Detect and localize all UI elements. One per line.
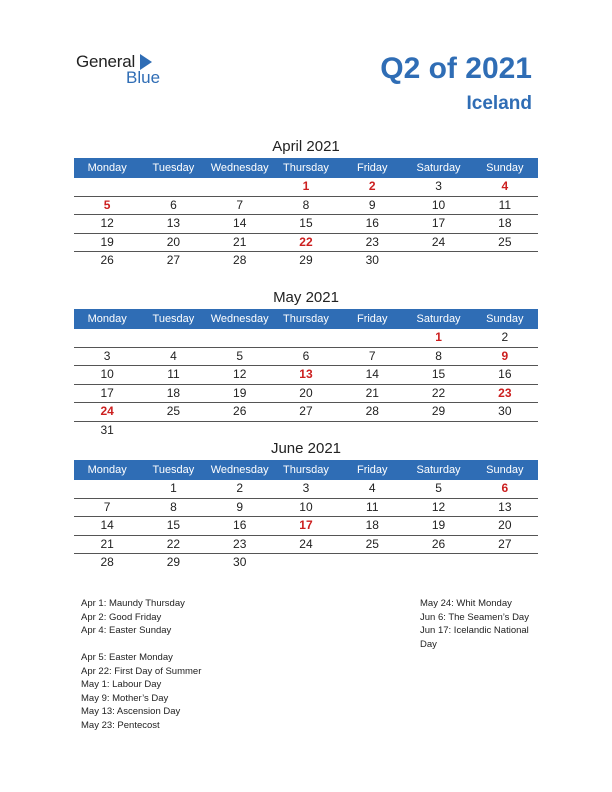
day-cell: 20 <box>299 385 313 400</box>
day-cell: 15 <box>166 518 181 532</box>
weekday-label: Tuesday <box>152 162 195 174</box>
empty-day-cell <box>140 329 206 347</box>
holiday-day-cell: 6 <box>501 481 509 495</box>
empty-day-cell <box>472 554 538 572</box>
holiday-list-item: Apr 4: Easter Sunday <box>81 625 172 636</box>
logo-general-text: General <box>76 52 136 71</box>
holiday-list-item: Apr 5: Easter Monday <box>81 652 173 663</box>
day-cell: 10 <box>299 499 313 514</box>
day-cell: 17 <box>431 216 446 230</box>
week-row <box>74 234 538 253</box>
weekday-label: Thursday <box>283 162 329 174</box>
day-cell: 14 <box>100 518 114 532</box>
day-cell: 19 <box>431 518 446 532</box>
holiday-day-cell: 1 <box>435 330 442 344</box>
day-cell: 24 <box>431 234 446 249</box>
holiday-list-item: Jun 6: The Seamen’s Day <box>420 611 529 623</box>
week-row <box>74 252 538 270</box>
empty-day-cell <box>339 554 405 572</box>
weekday-label: Tuesday <box>152 313 195 325</box>
day-cell: 29 <box>299 253 313 267</box>
day-cell: 11 <box>167 367 180 381</box>
weekday-label: Wednesday <box>210 313 269 325</box>
day-cell: 4 <box>170 348 177 363</box>
weekday-label: Saturday <box>416 162 461 174</box>
day-cell: 12 <box>100 216 114 230</box>
holiday-list-item: May 13: Ascension Day <box>81 706 181 717</box>
week-row <box>74 329 538 348</box>
weekday-header <box>74 158 538 178</box>
holiday-list-spacer <box>81 638 201 652</box>
week-row <box>74 499 538 518</box>
holiday-day-cell: 5 <box>103 197 111 212</box>
weekday-label: Saturday <box>416 313 461 325</box>
day-cell: 11 <box>366 499 379 514</box>
empty-day-cell <box>273 422 339 440</box>
holiday-list-item: Apr 22: First Day of Summer <box>81 665 202 677</box>
holiday-day-cell: 9 <box>501 348 509 363</box>
day-cell: 25 <box>498 234 512 249</box>
holiday-day-cell: 22 <box>299 234 313 249</box>
day-cell: 23 <box>365 234 379 249</box>
weekday-label: Wednesday <box>210 464 269 476</box>
month-calendar-may <box>74 287 538 439</box>
day-cell: 10 <box>431 197 446 212</box>
empty-day-cell <box>140 178 206 196</box>
empty-day-cell <box>405 422 471 440</box>
day-cell: 25 <box>365 536 379 551</box>
weekday-header <box>74 460 538 480</box>
day-cell: 15 <box>299 216 313 230</box>
empty-day-cell <box>472 252 538 270</box>
holiday-list-item: May 23: Pentecost <box>81 719 160 731</box>
empty-day-cell <box>405 252 471 270</box>
day-cell: 16 <box>498 367 512 381</box>
day-cell: 7 <box>103 499 111 514</box>
weekday-label: Monday <box>87 464 127 476</box>
weekday-header <box>74 309 538 329</box>
empty-day-cell <box>273 554 339 572</box>
day-cell: 19 <box>100 234 114 249</box>
day-cell: 21 <box>100 536 114 551</box>
day-cell: 20 <box>166 234 181 249</box>
holiday-list-right <box>420 597 529 651</box>
week-row <box>74 366 538 385</box>
week-row <box>74 422 538 440</box>
day-cell: 15 <box>431 367 446 381</box>
day-cell: 4 <box>368 481 376 495</box>
day-cell: 26 <box>100 253 114 267</box>
day-cell: 8 <box>435 348 442 363</box>
empty-day-cell <box>207 422 273 440</box>
day-cell: 11 <box>498 197 512 212</box>
holiday-list-item: Jun 17: Icelandic National <box>420 625 529 636</box>
empty-day-cell <box>140 422 206 440</box>
day-cell: 30 <box>365 253 379 267</box>
day-cell: 29 <box>431 404 446 418</box>
week-row <box>74 536 538 555</box>
day-cell: 12 <box>233 367 247 381</box>
weekday-label: Tuesday <box>152 464 195 476</box>
day-cell: 5 <box>236 348 244 363</box>
empty-day-cell <box>472 422 538 440</box>
day-cell: 9 <box>236 499 244 514</box>
day-cell: 26 <box>233 404 247 418</box>
day-cell: 29 <box>166 555 181 569</box>
day-cell: 14 <box>233 216 247 230</box>
day-cell: 17 <box>100 385 114 400</box>
weekday-label: Friday <box>356 162 388 174</box>
month-title: June 2021 <box>270 440 342 457</box>
empty-day-cell <box>207 178 273 196</box>
holiday-day-cell: 2 <box>368 179 376 193</box>
day-cell: 13 <box>166 216 181 230</box>
day-cell: 6 <box>302 348 310 363</box>
day-cell: 19 <box>233 385 247 400</box>
week-row <box>74 517 538 536</box>
day-cell: 18 <box>365 518 379 532</box>
day-cell: 26 <box>431 536 446 551</box>
empty-day-cell <box>74 480 140 498</box>
day-cell: 27 <box>166 253 181 267</box>
day-cell: 28 <box>233 253 247 267</box>
country-title: Iceland <box>466 93 532 114</box>
day-cell: 22 <box>431 385 446 400</box>
week-row <box>74 197 538 216</box>
holiday-list-item: Day <box>420 638 437 650</box>
day-cell: 18 <box>166 385 181 400</box>
day-cell: 23 <box>233 536 247 551</box>
day-cell: 28 <box>100 555 114 569</box>
day-cell: 3 <box>103 348 111 363</box>
day-cell: 3 <box>302 481 310 495</box>
day-cell: 30 <box>233 555 247 569</box>
holiday-list-left <box>81 597 201 732</box>
day-cell: 28 <box>365 404 379 418</box>
week-row <box>74 385 538 404</box>
weekday-label: Monday <box>87 162 127 174</box>
day-cell: 14 <box>365 367 379 381</box>
weekday-label: Saturday <box>416 464 461 476</box>
day-cell: 18 <box>498 216 512 230</box>
week-row <box>74 215 538 234</box>
holiday-list-item: Apr 1: Maundy Thursday <box>81 598 185 609</box>
day-cell: 16 <box>233 518 247 532</box>
holiday-list-item: May 9: Mother’s Day <box>81 692 169 704</box>
day-cell: 16 <box>365 216 379 230</box>
day-cell: 13 <box>498 499 512 514</box>
weekday-label: Thursday <box>283 313 329 325</box>
empty-day-cell <box>74 178 140 196</box>
day-cell: 12 <box>431 499 446 514</box>
week-row <box>74 480 538 499</box>
weekday-label: Thursday <box>283 464 329 476</box>
day-cell: 1 <box>170 481 177 495</box>
holiday-day-cell: 1 <box>302 179 310 193</box>
holiday-list-item: May 1: Labour Day <box>81 679 162 690</box>
day-cell: 5 <box>435 481 442 495</box>
empty-day-cell <box>339 329 405 347</box>
empty-day-cell <box>273 329 339 347</box>
logo <box>76 52 176 88</box>
day-cell: 8 <box>170 499 177 514</box>
empty-day-cell <box>339 422 405 440</box>
day-cell: 2 <box>501 330 509 344</box>
day-cell: 7 <box>236 197 244 212</box>
day-cell: 10 <box>100 367 114 381</box>
day-cell: 3 <box>435 179 442 193</box>
day-cell: 21 <box>365 385 379 400</box>
week-row <box>74 178 538 197</box>
weekday-label: Sunday <box>486 162 524 174</box>
day-cell: 2 <box>236 481 244 495</box>
holiday-list-item: May 24: Whit Monday <box>420 598 512 609</box>
day-cell: 8 <box>302 197 310 212</box>
logo-blue-text: Blue <box>126 68 161 87</box>
empty-day-cell <box>207 329 273 347</box>
day-cell: 31 <box>100 422 114 437</box>
week-row <box>74 348 538 367</box>
empty-day-cell <box>405 554 471 572</box>
month-calendar-april <box>74 136 538 270</box>
day-cell: 20 <box>498 518 512 532</box>
day-cell: 27 <box>299 404 313 418</box>
empty-day-cell <box>74 329 140 347</box>
weekday-label: Wednesday <box>210 162 269 174</box>
page-title: Q2 of 2021 <box>380 52 532 85</box>
day-cell: 30 <box>498 404 512 418</box>
day-cell: 6 <box>170 197 177 212</box>
day-cell: 21 <box>233 234 247 249</box>
holiday-day-cell: 17 <box>299 518 313 532</box>
day-cell: 27 <box>498 536 512 551</box>
day-cell: 9 <box>368 197 376 212</box>
holiday-day-cell: 4 <box>501 179 509 193</box>
day-cell: 24 <box>299 536 313 551</box>
weekday-label: Sunday <box>486 464 524 476</box>
month-title: April 2021 <box>272 138 340 155</box>
holiday-list-item: Apr 2: Good Friday <box>81 611 162 623</box>
weekday-label: Friday <box>356 313 388 325</box>
weekday-label: Friday <box>356 464 388 476</box>
week-row <box>74 554 538 572</box>
day-cell: 7 <box>368 348 376 363</box>
weekday-label: Monday <box>87 313 127 325</box>
holiday-day-cell: 24 <box>100 404 114 418</box>
weekday-label: Sunday <box>486 313 524 325</box>
week-row <box>74 403 538 422</box>
day-cell: 25 <box>166 404 181 418</box>
holiday-day-cell: 13 <box>299 367 313 381</box>
holiday-day-cell: 23 <box>498 385 512 400</box>
month-title: May 2021 <box>273 289 339 306</box>
month-calendar-june <box>74 438 538 572</box>
day-cell: 22 <box>166 536 181 551</box>
